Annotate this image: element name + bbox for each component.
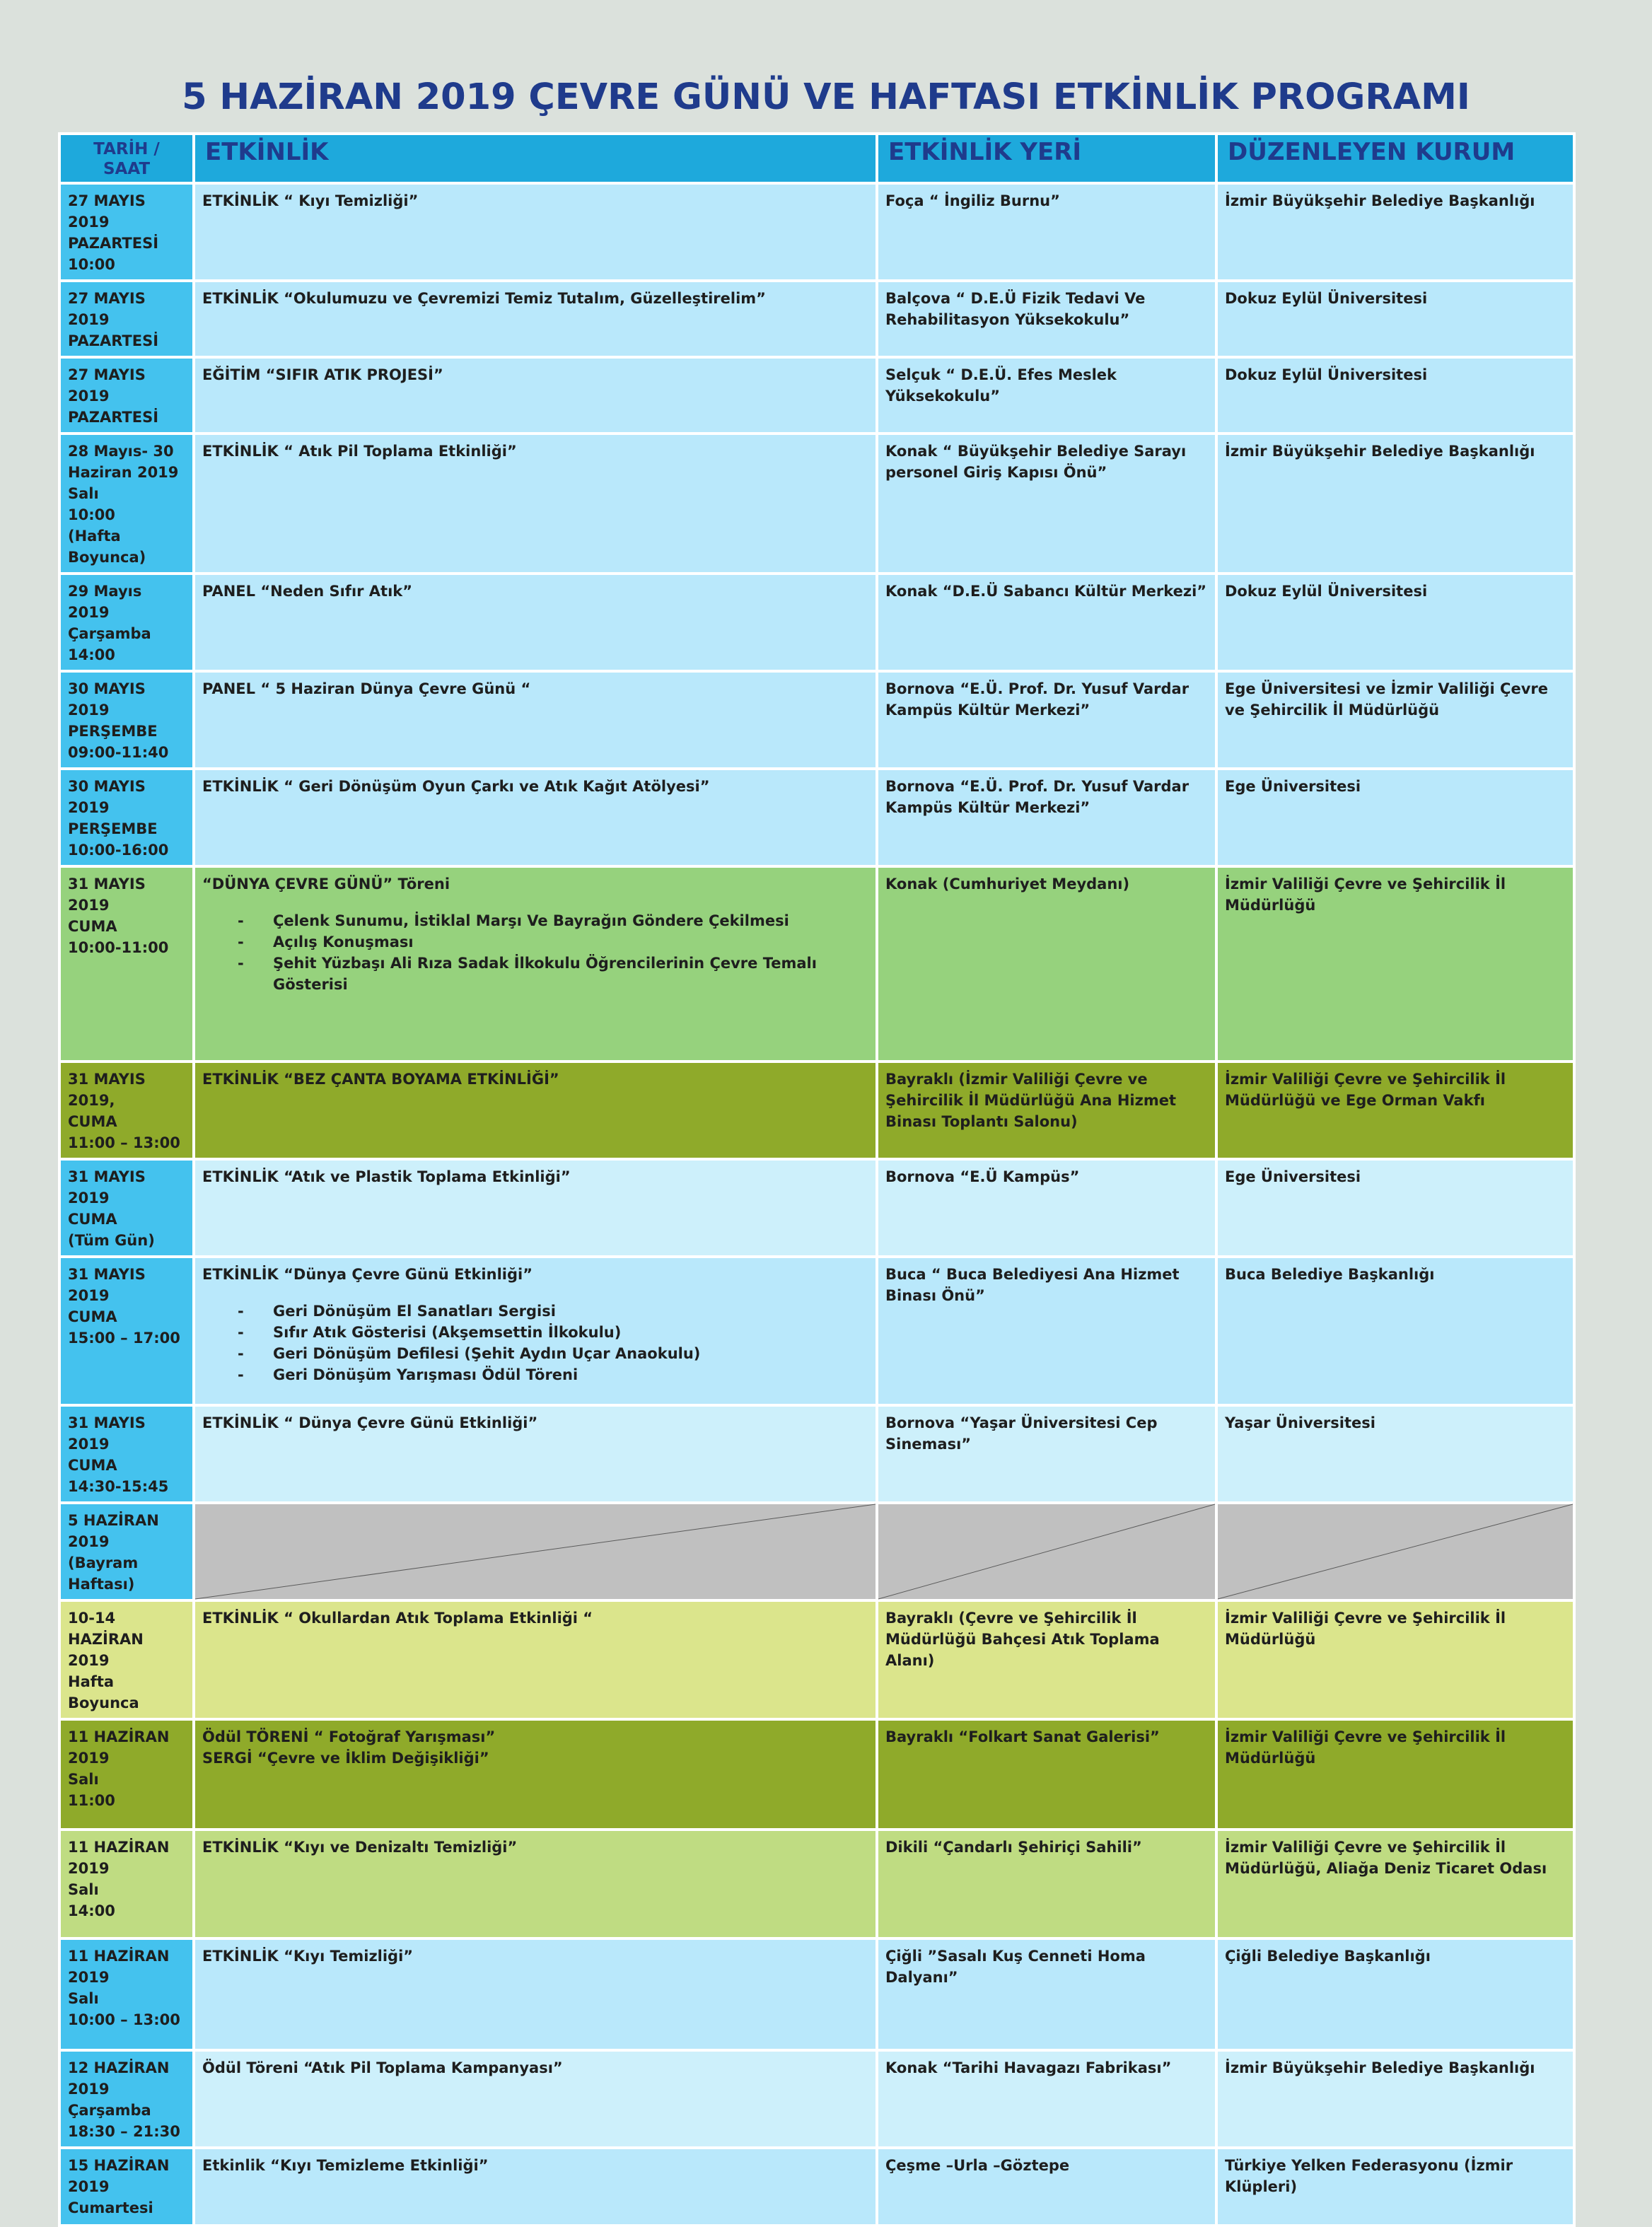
table-row (61, 185, 1573, 279)
organizer-cell: Ege Üniversitesi (1218, 770, 1573, 865)
event-title: ETKİNLİK “Kıyı Temizliği” (202, 1948, 414, 1965)
date-line: 2019 (68, 2081, 110, 2098)
event-cell (195, 770, 876, 865)
date-line: 2019 (68, 1652, 110, 1669)
date-line: 11 HAZİRAN (68, 1839, 170, 1856)
page-title: 5 HAZİRAN 2019 ÇEVRE GÜNÜ VE HAFTASI ETKİNLİK PROGRAMI (182, 76, 1470, 118)
organizer-cell: Dokuz Eylül Üniversitesi (1218, 282, 1573, 356)
table-row (61, 1258, 1573, 1404)
table-row (61, 868, 1573, 1060)
date-line: 2019 (68, 1969, 110, 1986)
organizer-cell: İzmir Büyükşehir Belediye Başkanlığı (1218, 435, 1573, 572)
date-line: 30 MAYIS 2019 (68, 680, 146, 719)
date-line: PAZARTESİ (68, 409, 159, 426)
date-line: 15 HAZİRAN (68, 2157, 170, 2174)
event-cell (195, 435, 876, 572)
date-line: 18:30 – 21:30 (68, 2123, 180, 2140)
organizer-cell: Dokuz Eylül Üniversitesi (1218, 359, 1573, 432)
table-row (61, 1602, 1573, 1718)
date-line: PERŞEMBE (68, 723, 158, 740)
date-cell (61, 282, 192, 356)
organizer-cell: İzmir Büyükşehir Belediye Başkanlığı (1218, 2052, 1573, 2146)
event-cell (195, 1258, 876, 1404)
date-line: (Hafta Boyunca) (68, 528, 146, 566)
event-title: ETKİNLİK “ Atık Pil Toplama Etkinliği” (202, 443, 517, 460)
table-row (61, 359, 1573, 432)
organizer-cell: Ege Üniversitesi (1218, 1161, 1573, 1255)
diagonal-line-icon (878, 1504, 1215, 1599)
date-line: Çarşamba (68, 2102, 151, 2119)
event-title: ETKİNLİK “Atık ve Plastik Toplama Etkinliği” (202, 1168, 571, 1185)
date-line: 11 HAZİRAN (68, 1728, 170, 1745)
event-title: “DÜNYA ÇEVRE GÜNÜ” Töreni (202, 876, 450, 892)
event-cell (195, 1831, 876, 1937)
date-line: Haziran 2019 (68, 464, 179, 481)
date-line: Çarşamba (68, 625, 151, 642)
date-line: 30 MAYIS 2019 (68, 778, 146, 816)
event-cell (195, 185, 876, 279)
column-header-organizer: DÜZENLEYEN KURUM (1218, 135, 1573, 182)
event-item: - Geri Dönüşüm Defilesi (Şehit Aydın Uçar Anaokulu) (238, 1343, 868, 1364)
date-line: 2019 (68, 1750, 110, 1767)
organizer-cell: İzmir Valiliği Çevre ve Şehircilik İl Müdürlüğü ve Ege Orman Vakfı (1218, 1063, 1573, 1158)
date-cell (61, 868, 192, 1060)
organizer-cell: İzmir Valiliği Çevre ve Şehircilik İl Müdürlüğü (1218, 1602, 1573, 1718)
organizer-cell: Çiğli Belediye Başkanlığı (1218, 1940, 1573, 2049)
event-cell (195, 359, 876, 432)
organizer-cell: İzmir Valiliği Çevre ve Şehircilik İl Müdürlüğü (1218, 868, 1573, 1060)
date-cell (61, 1063, 192, 1158)
date-line: 31 MAYIS 2019 (68, 1414, 146, 1453)
date-cell (61, 1258, 192, 1404)
diagonal-line-icon (1218, 1504, 1573, 1599)
date-line: CUMA (68, 1211, 117, 1228)
table-row (61, 1063, 1573, 1158)
organizer-cell: İzmir Valiliği Çevre ve Şehircilik İl Müdürlüğü (1218, 1721, 1573, 1828)
date-line: Salı (68, 1990, 99, 2007)
place-cell: Balçova “ D.E.Ü Fizik Tedavi Ve Rehabilitasyon Yüksekokulu” (878, 282, 1215, 356)
program-table (58, 132, 1576, 2227)
place-cell: Dikili “Çandarlı Şehiriçi Sahili” (878, 1831, 1215, 1937)
date-line: 09:00-11:40 (68, 744, 169, 761)
place-cell: Konak (Cumhuriyet Meydanı) (878, 868, 1215, 1060)
event-cell (195, 868, 876, 1060)
event-item: - Geri Dönüşüm Yarışması Ödül Töreni (238, 1364, 868, 1385)
place-cell: Konak “ Büyükşehir Belediye Sarayı personel Giriş Kapısı Önü” (878, 435, 1215, 572)
table-row (61, 575, 1573, 670)
date-line: CUMA (68, 1113, 117, 1130)
date-line: Cumartesi (68, 2199, 153, 2216)
event-title: PANEL “ 5 Haziran Dünya Çevre Günü “ (202, 680, 531, 697)
event-title: Ödül Töreni “Atık Pil Toplama Kampanyası” (202, 2059, 563, 2076)
date-cell (61, 1602, 192, 1718)
place-cell: Bayraklı “Folkart Sanat Galerisi” (878, 1721, 1215, 1828)
column-header-event: ETKİNLİK (195, 135, 876, 182)
date-cell (61, 1504, 192, 1599)
date-line: CUMA (68, 1457, 117, 1474)
table-row (61, 770, 1573, 865)
organizer-cell: İzmir Büyükşehir Belediye Başkanlığı (1218, 185, 1573, 279)
date-cell (61, 435, 192, 572)
table-row (61, 1831, 1573, 1937)
program-body (61, 185, 1573, 2224)
blank-cell (195, 1504, 876, 1599)
date-line: 31 MAYIS 2019 (68, 1168, 146, 1206)
place-cell: Bornova “E.Ü. Prof. Dr. Yusuf Vardar Kampüs Kültür Merkezi” (878, 673, 1215, 767)
event-cell (195, 1407, 876, 1501)
date-line: 11 HAZİRAN (68, 1948, 170, 1965)
organizer-cell: Ege Üniversitesi ve İzmir Valiliği Çevre ve Şehircilik İl Müdürlüğü (1218, 673, 1573, 767)
date-line: 10:00 (68, 256, 115, 273)
event-title: ETKİNLİK “Kıyı ve Denizaltı Temizliği” (202, 1839, 518, 1856)
date-line: 29 Mayıs 2019 (68, 583, 142, 621)
table-row (61, 282, 1573, 356)
event-cell (195, 575, 876, 670)
place-cell: Bayraklı (İzmir Valiliği Çevre ve Şehircilik İl Müdürlüğü Ana Hizmet Binası Toplantı Salonu) (878, 1063, 1215, 1158)
diagonal-line-icon (195, 1504, 876, 1599)
date-cell (61, 359, 192, 432)
date-line: PAZARTESİ (68, 235, 159, 252)
event-title: ETKİNLİK “ Dünya Çevre Günü Etkinliği” (202, 1414, 538, 1431)
table-row (61, 2052, 1573, 2146)
place-cell: Bornova “E.Ü Kampüs” (878, 1161, 1215, 1255)
date-line: 10:00-11:00 (68, 939, 169, 956)
date-line: 10:00 – 13:00 (68, 2011, 180, 2028)
organizer-cell: Dokuz Eylül Üniversitesi (1218, 575, 1573, 670)
event-title: ETKİNLİK “ Okullardan Atık Toplama Etkinliği “ (202, 1610, 593, 1627)
date-line: 14:30-15:45 (68, 1478, 169, 1495)
date-cell (61, 185, 192, 279)
date-line: (Tüm Gün) (68, 1232, 155, 1249)
event-title: ETKİNLİK “Okulumuzu ve Çevremizi Temiz Tutalım, Güzelleştirelim” (202, 290, 766, 307)
place-cell: Bornova “Yaşar Üniversitesi Cep Sineması” (878, 1407, 1215, 1501)
place-cell: Bayraklı (Çevre ve Şehircilik İl Müdürlüğü Bahçesi Atık Toplama Alanı) (878, 1602, 1215, 1718)
table-row (61, 435, 1573, 572)
date-cell (61, 2052, 192, 2146)
event-cell (195, 673, 876, 767)
date-line: 5 HAZİRAN 2019 (68, 1512, 159, 1550)
table-header-row (61, 135, 1573, 182)
date-line: 27 MAYIS 2019 (68, 366, 146, 405)
event-title: ETKİNLİK “ Kıyı Temizliği” (202, 192, 419, 209)
table-row (61, 1940, 1573, 2049)
table-row (61, 1161, 1573, 1255)
event-title: EĞİTİM “SIFIR ATIK PROJESİ” (202, 366, 443, 383)
event-cell (195, 1721, 876, 1828)
date-line: PERŞEMBE (68, 820, 158, 837)
column-header-date: TARİH / SAAT (61, 135, 192, 182)
date-line: 14:00 (68, 646, 115, 663)
event-cell (195, 2149, 876, 2224)
event-cell (195, 282, 876, 356)
event-item: - Geri Dönüşüm El Sanatları Sergisi (238, 1301, 868, 1322)
date-cell (61, 673, 192, 767)
table-row (61, 1504, 1573, 1599)
event-title: ETKİNLİK “Dünya Çevre Günü Etkinliği” (202, 1266, 533, 1283)
event-cell (195, 1940, 876, 2049)
date-line: 28 Mayıs- 30 (68, 443, 174, 460)
place-cell: Foça “ İngiliz Burnu” (878, 185, 1215, 279)
date-cell (61, 1721, 192, 1828)
event-item: - Çelenk Sunumu, İstiklal Marşı Ve Bayrağın Göndere Çekilmesi (238, 910, 868, 931)
event-item: - Sıfır Atık Gösterisi (Akşemsettin İlkokulu) (238, 1322, 868, 1343)
event-item-list (202, 1301, 868, 1385)
date-line: 10-14 HAZİRAN (68, 1610, 144, 1648)
table-row (61, 1407, 1573, 1501)
event-title: Ödül TÖRENİ “ Fotoğraf Yarışması” (202, 1728, 496, 1745)
date-cell (61, 2149, 192, 2224)
organizer-cell: Türkiye Yelken Federasyonu (İzmir Klüpleri) (1218, 2149, 1573, 2224)
blank-cell (1218, 1504, 1573, 1599)
date-line: 14:00 (68, 1902, 115, 1919)
event-item: - Şehit Yüzbaşı Ali Rıza Sadak İlkokulu Öğrencilerinin Çevre Temalı Gösterisi (238, 953, 868, 995)
date-line: Salı (68, 1881, 99, 1898)
date-line: 15:00 – 17:00 (68, 1330, 180, 1347)
date-cell (61, 1940, 192, 2049)
organizer-cell: Yaşar Üniversitesi (1218, 1407, 1573, 1501)
date-line: 11:00 (68, 1792, 115, 1809)
table-row (61, 673, 1573, 767)
event-title: ETKİNLİK “ Geri Dönüşüm Oyun Çarkı ve Atık Kağıt Atölyesi” (202, 778, 710, 795)
date-cell (61, 1831, 192, 1937)
date-line: CUMA (68, 918, 117, 935)
event-title: ETKİNLİK “BEZ ÇANTA BOYAMA ETKİNLİĞİ” (202, 1071, 559, 1088)
place-cell: Konak “Tarihi Havagazı Fabrikası” (878, 2052, 1215, 2146)
event-title: Etkinlik “Kıyı Temizleme Etkinliği” (202, 2157, 489, 2174)
event-title: PANEL “Neden Sıfır Atık” (202, 583, 413, 600)
date-line: 31 MAYIS 2019 (68, 1266, 146, 1304)
date-cell (61, 1407, 192, 1501)
event-title-secondary: SERGİ “Çevre ve İklim Değişikliği” (202, 1750, 489, 1767)
blank-cell (878, 1504, 1215, 1599)
date-line: 10:00 (68, 506, 115, 523)
place-cell: Bornova “E.Ü. Prof. Dr. Yusuf Vardar Kampüs Kültür Merkezi” (878, 770, 1215, 865)
organizer-cell: Buca Belediye Başkanlığı (1218, 1258, 1573, 1404)
event-cell (195, 1602, 876, 1718)
date-line: 12 HAZİRAN (68, 2059, 170, 2076)
date-line: 27 MAYIS 2019 (68, 290, 146, 328)
date-cell (61, 1161, 192, 1255)
table-row (61, 1721, 1573, 1828)
date-line: (Bayram Haftası) (68, 1554, 139, 1593)
place-cell: Çiğli ”Sasalı Kuş Cenneti Homa Dalyanı” (878, 1940, 1215, 2049)
date-line: 2019 (68, 1860, 110, 1877)
date-line: Hafta Boyunca (68, 1673, 139, 1711)
date-line: CUMA (68, 1308, 117, 1325)
date-line: 10:00-16:00 (68, 842, 169, 859)
date-line: 27 MAYIS 2019 (68, 192, 146, 231)
event-cell (195, 1161, 876, 1255)
date-line: Salı (68, 485, 99, 502)
event-cell (195, 1063, 876, 1158)
date-line: 31 MAYIS 2019 (68, 876, 146, 914)
table-row (61, 2149, 1573, 2224)
date-line: 31 MAYIS 2019, (68, 1071, 146, 1109)
event-item: - Açılış Konuşması (238, 931, 868, 953)
date-line: 2019 (68, 2178, 110, 2195)
date-line: PAZARTESİ (68, 332, 159, 349)
event-item-list (202, 910, 868, 995)
place-cell: Selçuk “ D.E.Ü. Efes Meslek Yüksekokulu” (878, 359, 1215, 432)
place-cell: Çeşme –Urla –Göztepe (878, 2149, 1215, 2224)
place-cell: Konak “D.E.Ü Sabancı Kültür Merkezi” (878, 575, 1215, 670)
date-cell (61, 575, 192, 670)
place-cell: Buca “ Buca Belediyesi Ana Hizmet Binası Önü” (878, 1258, 1215, 1404)
organizer-cell: İzmir Valiliği Çevre ve Şehircilik İl Müdürlüğü, Aliağa Deniz Ticaret Odası (1218, 1831, 1573, 1937)
date-cell (61, 770, 192, 865)
date-line: 11:00 – 13:00 (68, 1134, 180, 1151)
column-header-place: ETKİNLİK YERİ (878, 135, 1215, 182)
event-cell (195, 2052, 876, 2146)
date-line: Salı (68, 1771, 99, 1788)
